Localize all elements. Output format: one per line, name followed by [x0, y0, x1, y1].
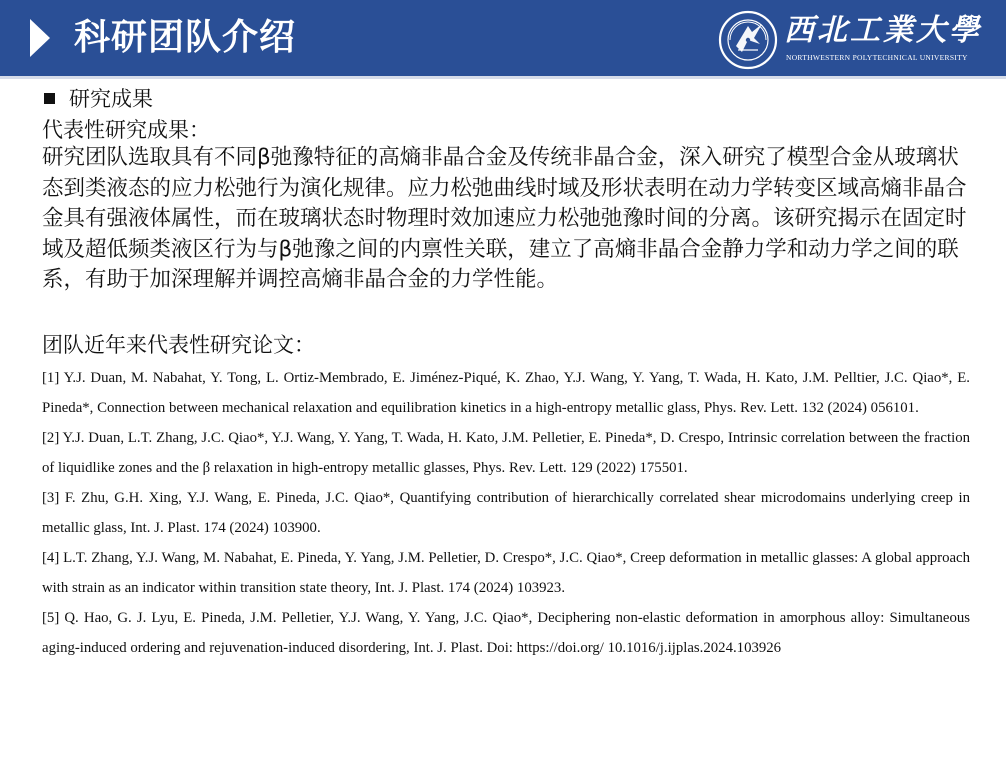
play-arrow-icon [30, 19, 50, 57]
reference-item: [5] Q. Hao, G. J. Lyu, E. Pineda, J.M. Pelletier, Y.J. Wang, Y. Yang, J.C. Qiao*, Deciphering non-elastic deformation in amorphous alloy: Simultaneous aging-induced ordering and rejuvenation-induced disordering, Int. J. Plast. Doi: https://doi.org/ 10.1016/j.ijplas.2024.103926 [42, 610, 970, 656]
representative-results-label: 代表性研究成果： [42, 118, 210, 142]
reference-item: [2] Y.J. Duan, L.T. Zhang, J.C. Qiao*, Y.J. Wang, Y. Yang, T. Wada, H. Kato, J.M. Pelletier, E. Pineda*, D. Crespo, Intrinsic correlation between the fraction of liquidlike zones and the β relaxation in high-entropy metallic glasses, Phys. Rev. Lett. 129 (2022) 175501. [42, 430, 970, 476]
reference-item: [4] L.T. Zhang, Y.J. Wang, M. Nabahat, E. Pineda, Y. Yang, J.M. Pelletier, D. Crespo*, J.C. Qiao*, Creep deformation in metallic glasses: A global approach with strain as an indicator within transition state theory, Int. J. Plast. 174 (2024) 103923. [42, 550, 970, 596]
reference-item: [1] Y.J. Duan, M. Nabahat, Y. Tong, L. Ortiz-Membrado, E. Jiménez-Piqué, K. Zhao, Y.J. Wang, Y. Yang, T. Wada, H. Kato, J.M. Pelltier, J.C. Qiao*, E. Pineda*, Connection between mechanical relaxation and equilibration kinetics in a high-entropy metallic glass, Phys. Rev. Lett. 132 (2024) 056101. [42, 370, 970, 416]
university-logo [718, 10, 998, 70]
reference-list [42, 363, 970, 663]
section-heading-text: 研究成果 [69, 87, 153, 111]
university-name-cn: 西北工業大學 [784, 13, 982, 48]
page-title: 科研团队介绍 [74, 17, 297, 58]
papers-heading: 团队近年来代表性研究论文： [42, 333, 315, 357]
header-divider [0, 76, 1006, 79]
square-bullet-icon [44, 93, 55, 104]
research-summary: 研究团队选取具有不同β弛豫特征的高熵非晶合金及传统非晶合金，深入研究了模型合金从玻璃状态到类液态的应力松弛行为演化规律。应力松弛曲线时域及形状表明在动力学转变区域高熵非晶合金具有强液体属性，而在玻璃状态时物理时效加速应力松弛弛豫时间的分离。该研究揭示在固定时域及超低频类液区行为与β弛豫之间的内禀性关联，建立了高熵非晶合金静力学和动力学之间的联系，有助于加深理解并调控高熵非晶合金的力学性能。 [42, 145, 967, 292]
reference-item: [3] F. Zhu, G.H. Xing, Y.J. Wang, E. Pineda, J.C. Qiao*, Quantifying contribution of hierarchically correlated shear microdomains underlying creep in metallic glass, Int. J. Plast. 174 (2024) 103900. [42, 490, 970, 536]
university-seal-icon [718, 10, 778, 70]
section-heading [44, 84, 153, 114]
header-bar [0, 0, 1006, 76]
university-name-en: NORTHWESTERN POLYTECHNICAL UNIVERSITY [786, 53, 968, 62]
